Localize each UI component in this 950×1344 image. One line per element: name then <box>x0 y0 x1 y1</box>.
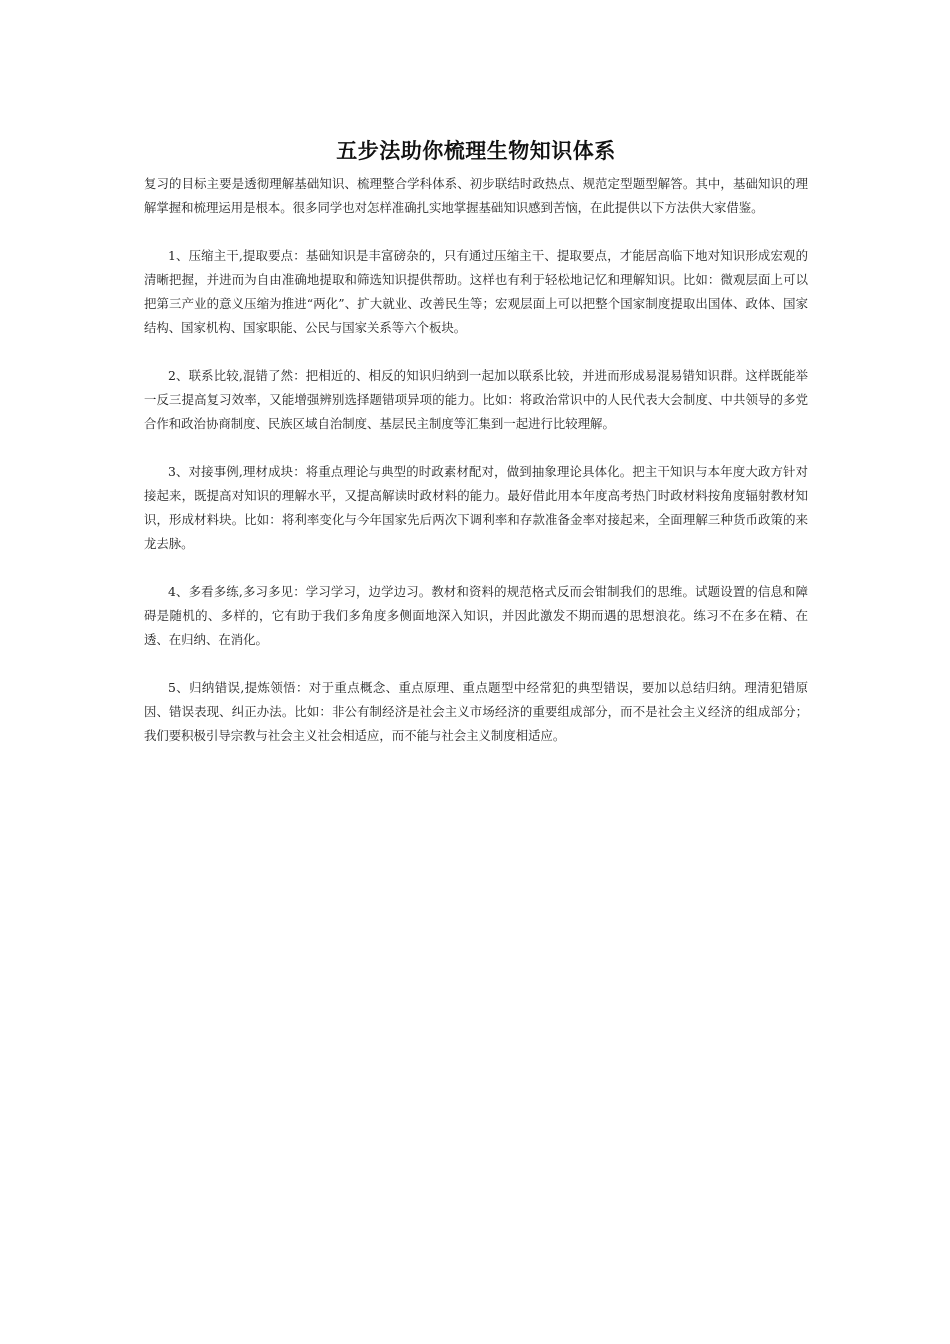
paragraph-spacer <box>144 556 808 580</box>
paragraph-spacer <box>144 436 808 460</box>
section-paragraph-5: 5、归纳错误,提炼领悟：对于重点概念、重点原理、重点题型中经常犯的典型错误，要加以总结归纳。理清犯错原因、错误表现、纠正办法。比如：非公有制经济是社会主义市场经济的重要组成部分，而不是社会主义经济的组成部分；我们要积极引导宗教与社会主义社会相适应，而不能与社会主义制度相适应。 <box>144 680 808 743</box>
document-content <box>144 134 808 748</box>
section-paragraph-3: 3、对接事例,理材成块：将重点理论与典型的时政素材配对，做到抽象理论具体化。把主干知识与本年度大政方针对接起来，既提高对知识的理解水平，又提高解读时政材料的能力。最好借此用本年度高考热门时政材料按角度辐射教材知识，形成材料块。比如：将利率变化与今年国家先后两次下调利率和存款准备金率对接起来，全面理解三种货币政策的来龙去脉。 <box>144 464 808 551</box>
document-title: 五步法助你梳理生物知识体系 <box>336 139 616 163</box>
paragraph-spacer <box>144 652 808 676</box>
intro-paragraph: 复习的目标主要是透彻理解基础知识、梳理整合学科体系、初步联结时政热点、规范定型题型解答。其中，基础知识的理解掌握和梳理运用是根本。很多同学也对怎样准确扎实地掌握基础知识感到苦恼，在此提供以下方法供大家借鉴。 <box>144 176 808 215</box>
paragraph-spacer <box>144 340 808 364</box>
section-paragraph-4: 4、多看多练,多习多见：学习学习，边学边习。教材和资料的规范格式反而会钳制我们的思维。试题设置的信息和障碍是随机的、多样的，它有助于我们多角度多侧面地深入知识，并因此激发不期而遇的思想浪花。练习不在多在精、在透、在归纳、在消化。 <box>144 584 808 647</box>
paragraph-spacer <box>144 220 808 244</box>
section-paragraph-2: 2、联系比较,混错了然：把相近的、相反的知识归纳到一起加以联系比较，并进而形成易混易错知识群。这样既能举一反三提高复习效率，又能增强辨别选择题错项异项的能力。比如：将政治常识中的人民代表大会制度、中共领导的多党合作和政治协商制度、民族区域自治制度、基层民主制度等汇集到一起进行比较理解。 <box>144 368 808 431</box>
section-paragraph-1: 1、压缩主干,提取要点：基础知识是丰富磅杂的，只有通过压缩主干、提取要点，才能居高临下地对知识形成宏观的清晰把握，并进而为自由准确地提取和筛选知识提供帮助。这样也有利于轻松地记忆和理解知识。比如：微观层面上可以把第三产业的意义压缩为推进“两化”、扩大就业、改善民生等；宏观层面上可以把整个国家制度提取出国体、政体、国家结构、国家机构、国家职能、公民与国家关系等六个板块。 <box>144 248 808 335</box>
